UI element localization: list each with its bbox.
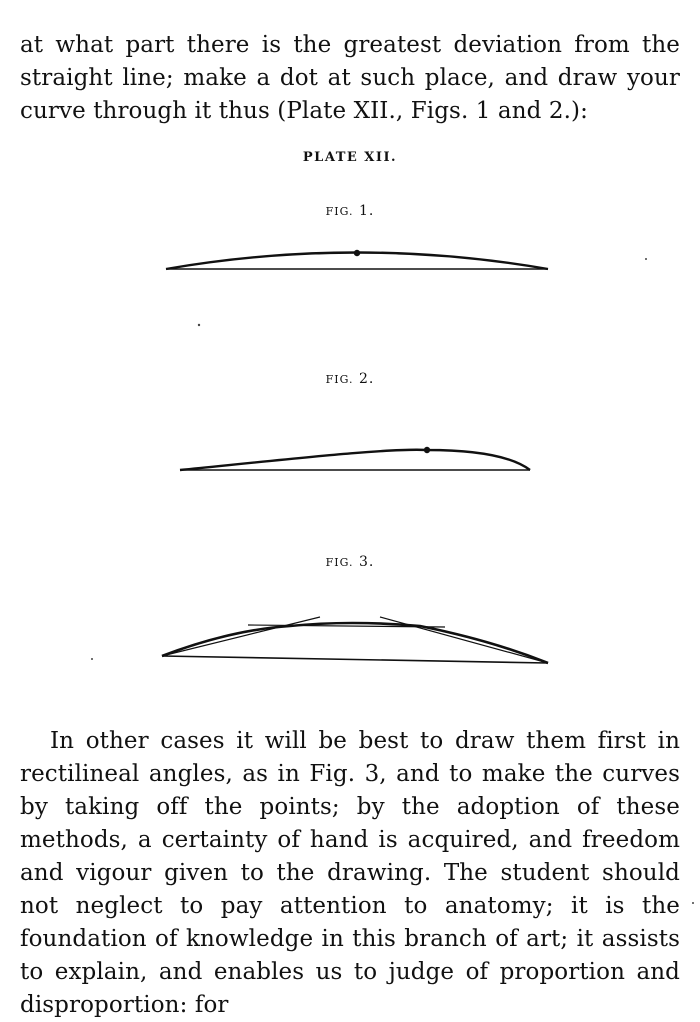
fig-2-drawing: [180, 447, 530, 470]
speck: [645, 258, 647, 260]
plate-title: PLATE XII.: [302, 150, 398, 165]
fig-2-label-prefix: FIG.: [325, 373, 354, 386]
fig-2-curve: [180, 450, 530, 470]
speck: [692, 902, 694, 904]
fig-3-left-angle-line: [162, 617, 320, 656]
fig-1-curve: [166, 253, 548, 270]
fig-1-drawing: [166, 250, 548, 269]
fig-3-label: [0, 554, 700, 570]
fig-1-label-prefix: FIG.: [325, 205, 354, 218]
fig-2-label: [0, 371, 700, 387]
speck: [198, 324, 200, 326]
fig-3-right-angle-line: [380, 617, 548, 663]
paragraph-bottom: In other cases it will be best to draw them first in rectilineal angles, as in Fig. 3, and to make the curves by taking off the points; by the adoption of these methods, a certainty of hand is acquired, and freedom and vigour given to the drawing. The student should not neglect to pay attention to anatomy; it is the foundation of knowledge in this branch of art; it assists to explain, and enables us to judge of proportion and disproportion: for: [20, 728, 680, 1018]
fig-3-label-number: 3.: [358, 554, 375, 570]
fig-3-curve: [162, 623, 548, 663]
fig-3-drawing: [162, 617, 548, 663]
speck: [91, 658, 93, 660]
fig-1-dot: [354, 250, 360, 256]
fig-3-label-prefix: FIG.: [325, 556, 354, 569]
fig-1-label-number: 1.: [358, 203, 375, 219]
fig-2-label-number: 2.: [358, 371, 375, 387]
fig-3-base-line: [162, 656, 548, 663]
paragraph-top: at what part there is the greatest deviation from the straight line; make a dot at such place, and draw your curve through it thus (Plate XII., Figs. 1 and 2.):: [20, 32, 680, 124]
fig-3-top-angle-line: [248, 625, 445, 627]
fig-2-dot: [424, 447, 430, 453]
fig-1-label: [0, 203, 700, 219]
